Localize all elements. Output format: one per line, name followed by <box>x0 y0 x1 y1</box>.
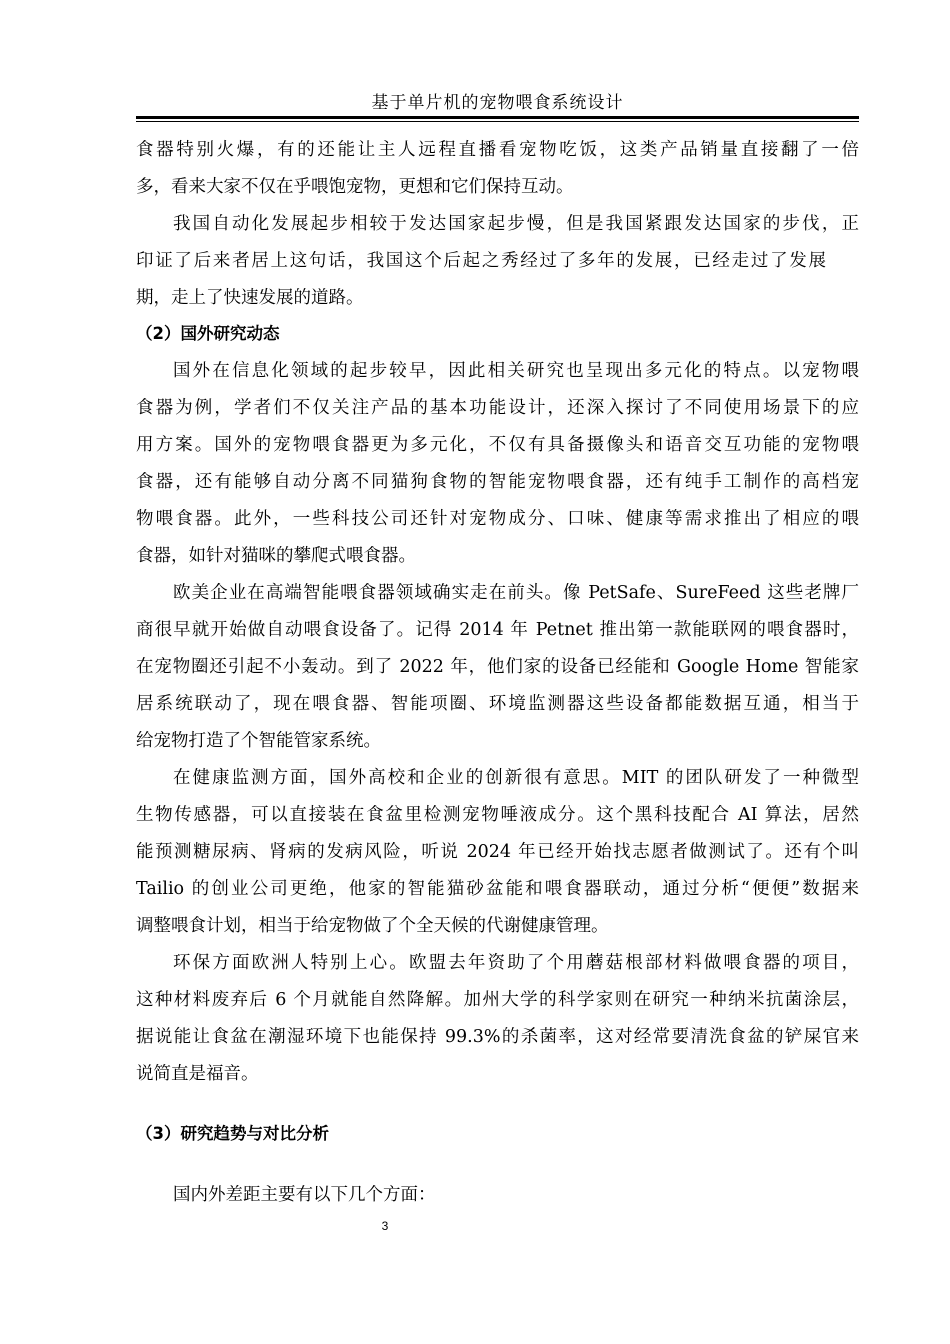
paragraph-5-line-2: 生物传感器，可以直接装在食盆里检测宠物唾液成分。这个黑科技配合 AI 算法，居然 <box>136 805 859 825</box>
paragraph-3-line-4: 食器，还有能够自动分离不同猫狗食物的智能宠物喂食器，还有纯手工制作的高档宠 <box>136 472 859 492</box>
section-heading-foreign-research: （2）国外研究动态 <box>136 324 280 343</box>
paragraph-6-line-2: 这种材料废弃后 6 个月就能自然降解。加州大学的科学家则在研究一种纳米抗菌涂层， <box>136 990 859 1010</box>
paragraph-2-line-1: 我国自动化发展起步相较于发达国家起步慢，但是我国紧跟发达国家的步伐，正 <box>173 214 859 234</box>
paragraph-1-line-2: 多，看来大家不仅在乎喂饱宠物，更想和它们保持互动。 <box>136 177 574 197</box>
paragraph-4-line-1: 欧美企业在高端智能喂食器领域确实走在前头。像 PetSafe、SureFeed 这些老牌厂 <box>173 583 859 603</box>
header-rule-thin <box>136 121 859 122</box>
paragraph-5-line-1: 在健康监测方面，国外高校和企业的创新很有意思。MIT 的团队研发了一种微型 <box>173 768 859 788</box>
paragraph-3-line-5: 物喂食器。此外，一些科技公司还针对宠物成分、口味、健康等需求推出了相应的喂 <box>136 509 859 529</box>
paragraph-4-line-5: 给宠物打造了个智能管家系统。 <box>136 731 381 751</box>
paragraph-3-line-6: 食器，如针对猫咪的攀爬式喂食器。 <box>136 546 416 566</box>
paragraph-5-line-5: 调整喂食计划，相当于给宠物做了个全天候的代谢健康管理。 <box>136 916 609 936</box>
page-header-title: 基于单片机的宠物喂食系统设计 <box>371 93 624 113</box>
paragraph-3-line-1: 国外在信息化领域的起步较早，因此相关研究也呈现出多元化的特点。以宠物喂 <box>173 361 859 381</box>
paragraph-6-line-1: 环保方面欧洲人特别上心。欧盟去年资助了个用蘑菇根部材料做喂食器的项目， <box>173 953 859 973</box>
paragraph-2-line-3: 期，走上了快速发展的道路。 <box>136 288 364 308</box>
paragraph-6-line-4: 说简直是福音。 <box>136 1064 259 1084</box>
paragraph-7-line-1: 国内外差距主要有以下几个方面： <box>173 1185 436 1205</box>
header-rule-thick <box>136 116 859 119</box>
paragraph-1-line-1: 食器特别火爆，有的还能让主人远程直播看宠物吃饭，这类产品销量直接翻了一倍 <box>136 140 859 160</box>
paragraph-4-line-3: 在宠物圈还引起不小轰动。到了 2022 年，他们家的设备已经能和 Google Home 智能家 <box>136 657 859 677</box>
paragraph-5-line-3: 能预测糖尿病、肾病的发病风险，听说 2024 年已经开始找志愿者做测试了。还有个叫 <box>136 842 859 862</box>
paragraph-6-line-3: 据说能让食盆在潮湿环境下也能保持 99.3%的杀菌率，这对经常要清洗食盆的铲屎官来 <box>136 1027 859 1047</box>
paragraph-4-line-4: 居系统联动了，现在喂食器、智能项圈、环境监测器这些设备都能数据互通，相当于 <box>136 694 859 714</box>
page-number: 3 <box>381 1219 389 1233</box>
paragraph-5-line-4: Tailio 的创业公司更绝，他家的智能猫砂盆能和喂食器联动，通过分析“便便”数据来 <box>136 879 859 899</box>
section-heading-trends-comparison: （3）研究趋势与对比分析 <box>136 1124 329 1143</box>
paragraph-3-line-2: 食器为例，学者们不仅关注产品的基本功能设计，还深入探讨了不同使用场景下的应 <box>136 398 859 418</box>
paragraph-3-line-3: 用方案。国外的宠物喂食器更为多元化，不仅有具备摄像头和语音交互功能的宠物喂 <box>136 435 859 455</box>
paragraph-4-line-2: 商很早就开始做自动喂食设备了。记得 2014 年 Petnet 推出第一款能联网的喂食器时， <box>136 620 859 640</box>
paragraph-2-line-2: 印证了后来者居上这句话，我国这个后起之秀经过了多年的发展，已经走过了发展 <box>136 251 826 271</box>
